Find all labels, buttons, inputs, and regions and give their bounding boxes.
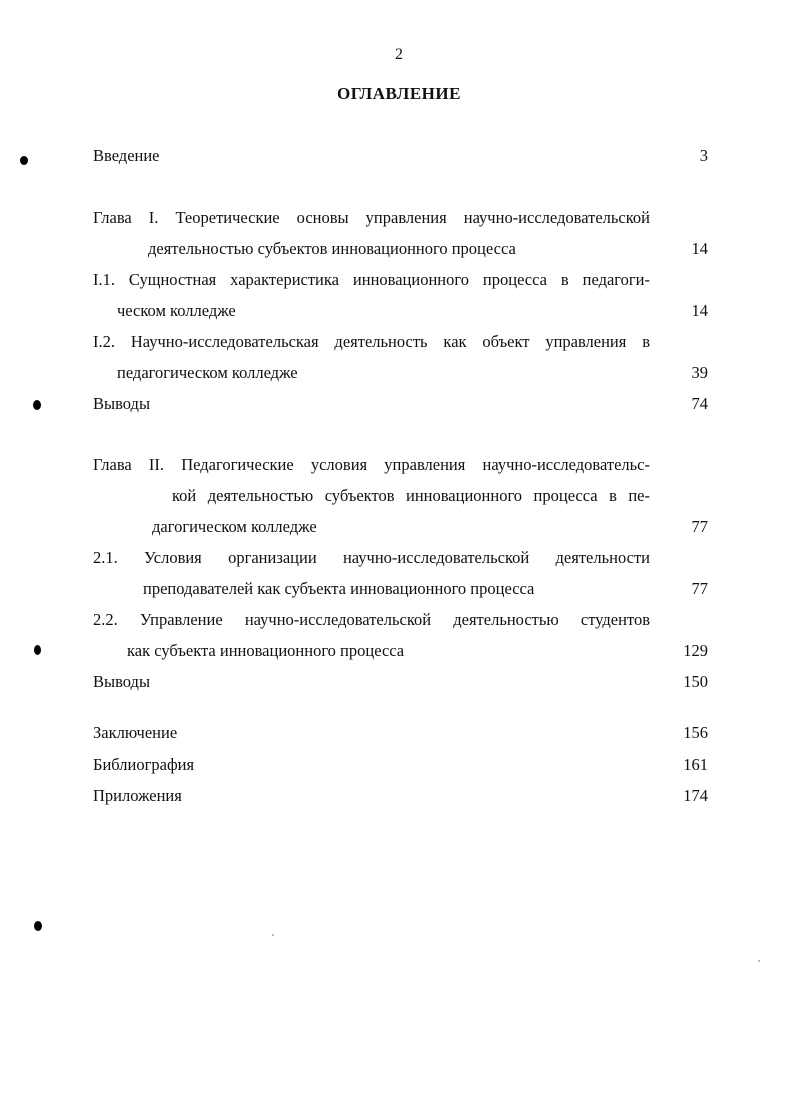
toc-conclusion-page: 156 (683, 723, 708, 742)
toc-conclusions2-label: Выводы (93, 672, 151, 691)
toc-bibliography-label: Библиография (93, 755, 195, 774)
toc-s2-1-line1: 2.1. Условия организации научно-исследовательской деятельности (93, 548, 650, 567)
toc-s1-1-line1: I.1. Сущностная характеристика инновационного процесса в педагоги- (93, 270, 650, 289)
toc-chapter2-page: 77 (691, 517, 708, 536)
toc-appendices-page: 174 (683, 786, 708, 805)
page-number: 2 (395, 46, 403, 63)
toc-intro-label: Введение (93, 146, 160, 165)
scan-blot (20, 156, 28, 165)
scan-blot (34, 645, 41, 655)
toc-chapter2-line1: Глава II. Педагогические условия управления научно-исследовательс- (93, 455, 650, 474)
toc-s1-1-page: 14 (691, 301, 708, 320)
toc-s1-2-line1: I.2. Научно-исследовательская деятельность как объект управления в (93, 332, 650, 351)
toc-chapter2-line2: кой деятельностью субъектов инновационного процесса в пе- (172, 486, 650, 505)
page-title: ОГЛАВЛЕНИЕ (337, 84, 461, 103)
scan-speck (272, 934, 274, 936)
toc-intro-page: 3 (699, 146, 708, 165)
scan-blot (33, 400, 41, 410)
scan-blot (34, 921, 42, 931)
toc-s2-1-line2: преподавателей как субъекта инновационного процесса (143, 579, 535, 598)
toc-chapter2-line3: дагогическом колледже (152, 517, 317, 536)
toc-chapter1-line2: деятельностью субъектов инновационного процесса (148, 239, 516, 258)
toc-bibliography-page: 161 (683, 755, 708, 774)
toc-chapter1-line1: Глава I. Теоретические основы управления научно-исследовательской (93, 208, 650, 227)
toc-s2-2-line2: как субъекта инновационного процесса (127, 641, 405, 660)
toc-s1-2-page: 39 (691, 363, 708, 382)
toc-chapter1-page: 14 (691, 239, 708, 258)
toc-appendices-label: Приложения (93, 786, 182, 805)
toc-s2-1-page: 77 (691, 579, 708, 598)
toc-conclusions1-label: Выводы (93, 394, 151, 413)
toc-conclusions2-page: 150 (683, 672, 708, 691)
toc-conclusions1-page: 74 (691, 394, 708, 413)
toc-s1-1-line2: ческом колледже (117, 301, 236, 320)
toc-s2-2-page: 129 (683, 641, 708, 660)
toc-s1-2-line2: педагогическом колледже (117, 363, 298, 382)
toc-s2-2-line1: 2.2. Управление научно-исследовательской деятельностью студентов (93, 610, 650, 629)
scan-speck (758, 960, 760, 962)
toc-conclusion-label: Заключение (93, 723, 178, 742)
